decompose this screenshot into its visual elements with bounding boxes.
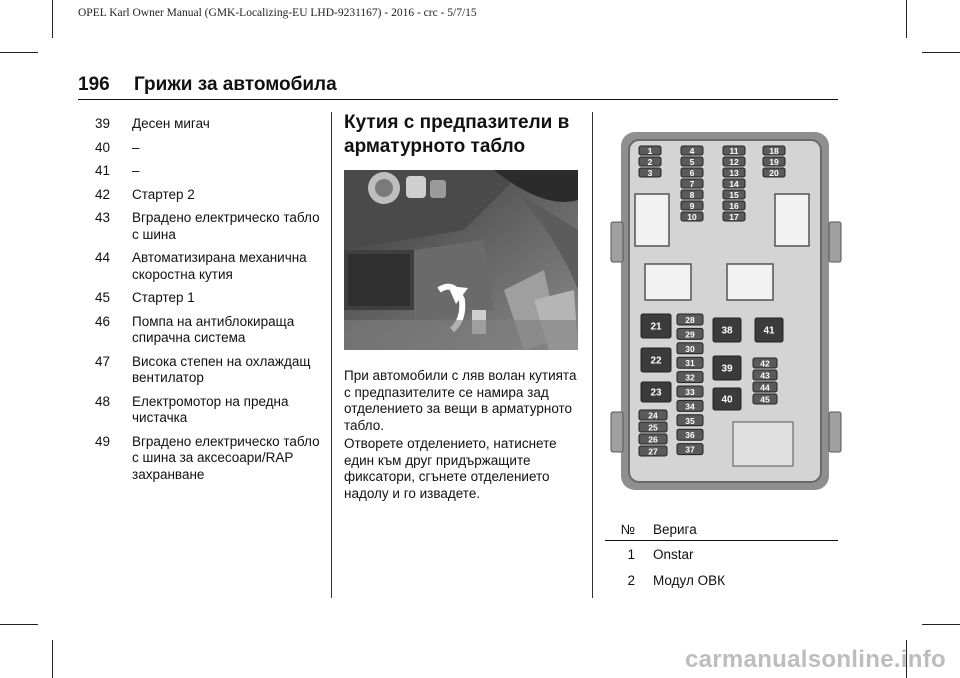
item-number: 46 xyxy=(95,313,111,329)
list-item xyxy=(95,163,325,180)
fuse-label: 21 xyxy=(650,321,662,333)
fuse-label: 27 xyxy=(648,446,658,457)
fuse-list-continued xyxy=(95,116,325,490)
item-number: 45 xyxy=(95,290,111,305)
fuse-label: 32 xyxy=(685,372,695,383)
item-text: Висока степен на охлаждащ вентилатор xyxy=(132,353,311,385)
dashboard-illustration xyxy=(344,170,578,350)
item-number: 43 xyxy=(95,210,111,225)
fuse-label: 31 xyxy=(685,358,695,369)
fuse-box-clip xyxy=(829,412,841,452)
fuse-label: 9 xyxy=(689,201,695,211)
item-text: Вградено електрическо табло с шина xyxy=(132,210,320,242)
crop-mark xyxy=(0,624,38,625)
section-heading: Кутия с предпазители в арматурното табло xyxy=(344,112,570,157)
item-number: 40 xyxy=(95,139,111,155)
list-item xyxy=(95,116,325,133)
fuse-label: 2 xyxy=(647,157,653,167)
item-text: Стартер 2 xyxy=(132,186,195,202)
fuse-label: 1 xyxy=(647,146,653,156)
crop-mark xyxy=(52,0,53,38)
fuse-label: 14 xyxy=(729,179,739,189)
dashboard-photo xyxy=(344,170,578,350)
list-item xyxy=(95,187,325,204)
fuse-label: 28 xyxy=(685,315,695,325)
list-item xyxy=(95,434,325,484)
list-item xyxy=(95,210,325,243)
list-item xyxy=(95,354,325,387)
item-text: – xyxy=(132,139,140,155)
item-text: Вградено електрическо табло с шина за аксесоари/RAP захранване xyxy=(132,433,320,482)
crop-mark xyxy=(906,0,907,38)
row-number: 2 xyxy=(627,572,635,588)
page-section-title: Грижи за автомобила xyxy=(134,74,337,95)
fuse-label: 41 xyxy=(763,325,775,337)
row-circuit: Onstar xyxy=(653,546,694,562)
fuse-label: 39 xyxy=(721,363,733,375)
fuse-label: 36 xyxy=(685,430,695,441)
fuse-label: 26 xyxy=(648,434,658,445)
item-number: 49 xyxy=(95,433,111,449)
fuse-label: 3 xyxy=(647,168,653,178)
fuse-label: 16 xyxy=(729,201,739,211)
paragraph-location: При автомобили с ляв волан кутията с предпазителите се намира зад отделението за вещи в арматурното табло. xyxy=(344,368,577,433)
list-item xyxy=(95,250,325,283)
fuse-box-clip xyxy=(611,222,623,262)
item-text: Десен мигач xyxy=(132,116,210,131)
fuse-label: 43 xyxy=(760,370,770,381)
page-number: 196 xyxy=(78,74,110,95)
table-row xyxy=(605,541,838,567)
fuse-label: 10 xyxy=(687,212,697,222)
relay-slot xyxy=(775,194,809,246)
list-item xyxy=(95,394,325,427)
item-number: 39 xyxy=(95,116,111,131)
item-text: Електромотор на предна чистачка xyxy=(132,393,289,425)
fuse-label: 38 xyxy=(721,325,733,337)
fuse-label: 19 xyxy=(769,157,779,167)
fuse-label: 37 xyxy=(685,444,695,455)
table-row xyxy=(605,567,838,593)
fuse-box-clip xyxy=(829,222,841,262)
row-circuit: Модул ОВК xyxy=(653,572,725,588)
column-divider xyxy=(592,112,593,598)
fuse-label: 20 xyxy=(769,168,779,178)
fuse-label: 34 xyxy=(685,401,695,412)
fuse-label: 18 xyxy=(769,146,779,156)
item-number: 47 xyxy=(95,353,111,369)
item-text: Автоматизирана механична скоростна кутия xyxy=(132,250,307,282)
list-item xyxy=(95,290,325,307)
fuse-label: 44 xyxy=(760,382,770,393)
fuse-label: 45 xyxy=(760,394,770,405)
table-header xyxy=(605,518,838,541)
fuse-label: 15 xyxy=(729,190,739,200)
fuse-label: 13 xyxy=(729,168,739,178)
fuse-box-diagram xyxy=(605,112,845,502)
fuse-label: 25 xyxy=(648,422,658,433)
fuse-table xyxy=(605,518,838,593)
list-item xyxy=(95,140,325,157)
fuse-label: 5 xyxy=(689,157,695,167)
page-header xyxy=(78,74,337,96)
item-number: 48 xyxy=(95,393,111,409)
watermark: carmanualsonline.info xyxy=(684,646,946,673)
row-number: 1 xyxy=(627,546,635,562)
header-rule xyxy=(78,99,838,100)
item-text: Помпа на антиблокираща спирачна система xyxy=(132,313,295,345)
fuse-label: 24 xyxy=(648,410,658,421)
item-text: – xyxy=(132,163,140,178)
crop-mark xyxy=(922,52,960,53)
list-item xyxy=(95,314,325,347)
fuse-label: 8 xyxy=(689,190,695,200)
fuse-label: 33 xyxy=(685,387,695,397)
item-number: 41 xyxy=(95,163,111,178)
fuse-box-clip xyxy=(611,412,623,452)
fuse-label: 4 xyxy=(689,146,695,156)
relay-slot xyxy=(727,264,773,300)
fuse-label: 17 xyxy=(729,212,739,222)
crop-mark xyxy=(922,624,960,625)
relay-slot xyxy=(635,194,669,246)
column-number-header: № xyxy=(620,521,635,537)
fuse-label: 12 xyxy=(729,157,739,167)
fuse-label: 29 xyxy=(685,329,695,340)
fuse-label: 42 xyxy=(760,358,770,369)
fuse-label: 30 xyxy=(685,343,695,354)
item-number: 44 xyxy=(95,250,111,265)
paragraph-removal: Отворете отделението, натиснете един към друг придържащите фиксатори, сгънете отделението надолу и го извадете. xyxy=(344,436,557,501)
connector-slot xyxy=(733,422,793,466)
item-text: Стартер 1 xyxy=(132,290,195,305)
document-meta: OPEL Karl Owner Manual (GMK-Localizing-EU LHD-9231167) - 2016 - crc - 5/7/15 xyxy=(78,7,477,19)
fuse-label: 40 xyxy=(721,394,733,406)
item-number: 42 xyxy=(95,186,111,202)
crop-mark xyxy=(52,640,53,678)
fuse-label: 7 xyxy=(689,179,695,189)
crop-mark xyxy=(0,52,38,53)
fuse-label: 6 xyxy=(689,168,695,178)
relay-slot xyxy=(645,264,691,300)
fuse-label: 35 xyxy=(685,415,695,426)
fuse-label: 11 xyxy=(729,146,739,156)
fuse-label: 23 xyxy=(650,387,662,399)
column-divider xyxy=(331,112,332,598)
fuse-label: 22 xyxy=(650,355,662,367)
column-circuit-header: Верига xyxy=(653,521,697,537)
